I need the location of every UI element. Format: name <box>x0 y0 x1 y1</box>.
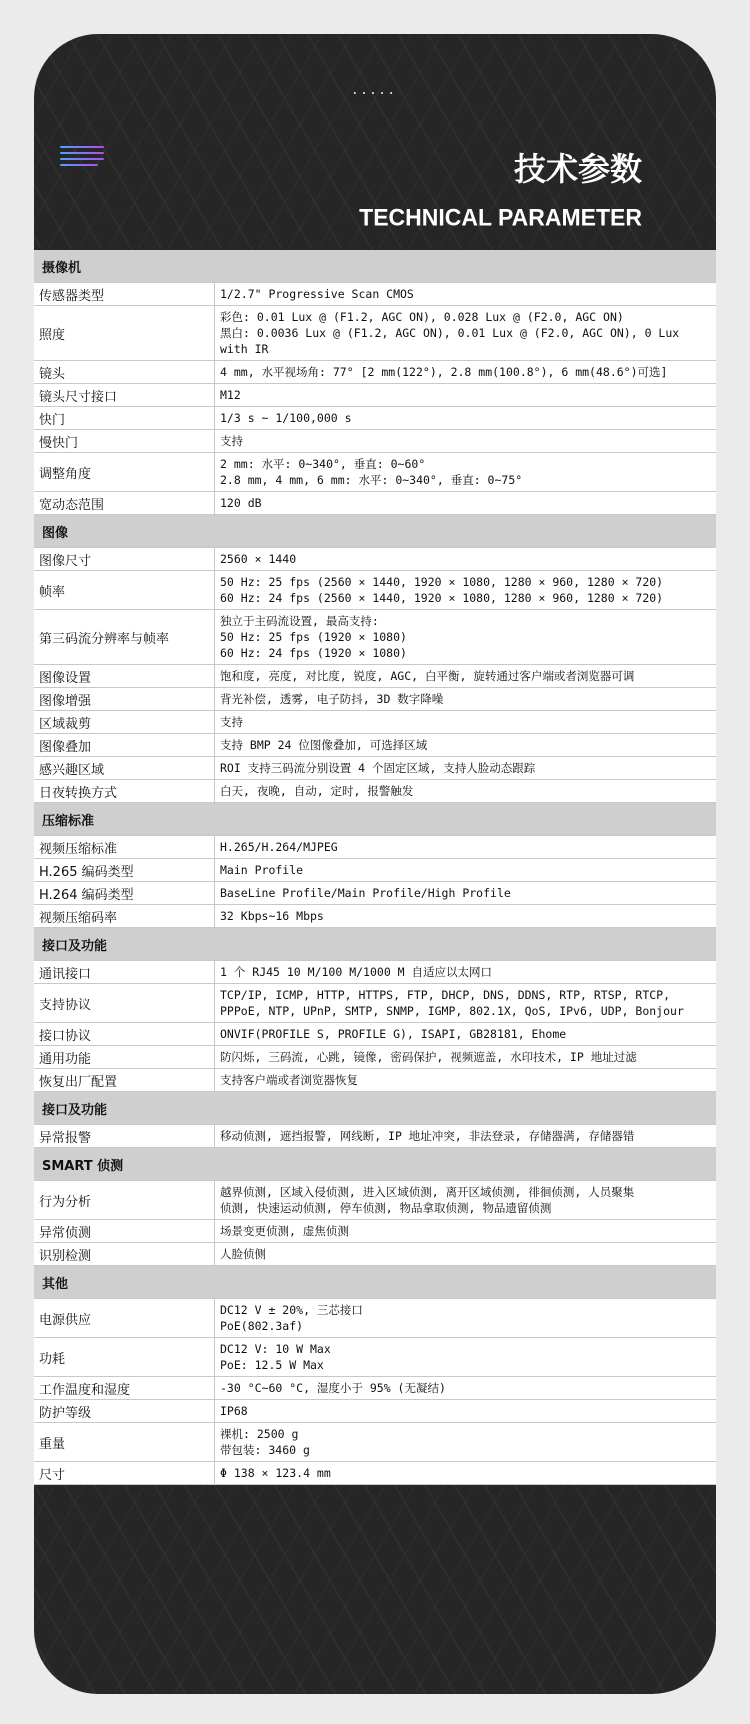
param-value <box>215 757 716 779</box>
param-name: 接口协议 <box>34 1023 215 1045</box>
param-name: 感兴趣区域 <box>34 757 215 779</box>
param-name: 图像尺寸 <box>34 548 215 570</box>
param-name: 视频压缩标准 <box>34 836 215 858</box>
table-row <box>34 905 716 928</box>
table-row <box>34 407 716 430</box>
table-row <box>34 1462 716 1485</box>
param-value <box>215 1181 716 1219</box>
param-name: H.265 编码类型 <box>34 859 215 881</box>
section-title: 接口及功能 <box>42 1102 108 1118</box>
param-value <box>215 859 716 881</box>
table-row <box>34 757 716 780</box>
param-value <box>215 283 716 305</box>
param-name: 通用功能 <box>34 1046 215 1068</box>
param-name: 恢复出厂配置 <box>34 1069 215 1091</box>
param-value <box>215 1046 716 1068</box>
param-value <box>215 1423 716 1461</box>
value-line: 50 Hz: 25 fps (1920 × 1080) <box>220 630 407 644</box>
param-value <box>215 384 716 406</box>
table-row <box>34 836 716 859</box>
param-value <box>215 961 716 983</box>
table-row <box>34 492 716 515</box>
param-name: 功耗 <box>34 1338 215 1376</box>
value-line: 彩色: 0.01 Lux @ (F1.2, AGC ON), 0.028 Lux @ (F2.0, AGC ON) <box>220 310 624 324</box>
table-row <box>34 1220 716 1243</box>
table-row <box>34 1023 716 1046</box>
param-value <box>215 610 716 664</box>
value-line: 4 mm, 水平视场角: 77° [2 mm(122°), 2.8 mm(100.8°), 6 mm(48.6°)可选] <box>220 365 668 379</box>
value-line: 独立于主码流设置, 最高支持: <box>220 614 379 628</box>
value-line: 人脸侦侧 <box>220 1247 266 1261</box>
section-title: 压缩标准 <box>42 813 95 829</box>
value-line: 50 Hz: 25 fps (2560 × 1440, 1920 × 1080, 1280 × 960, 1280 × 720) <box>220 575 664 589</box>
param-value <box>215 882 716 904</box>
param-value <box>215 1338 716 1376</box>
pager-dots: ..... <box>352 79 398 98</box>
value-line: PoE: 12.5 W Max <box>220 1358 324 1372</box>
param-name: 快门 <box>34 407 215 429</box>
param-name: 传感器类型 <box>34 283 215 305</box>
param-value <box>215 548 716 570</box>
param-value <box>215 1220 716 1242</box>
value-line: 120 dB <box>220 496 262 510</box>
value-line: TCP/IP, ICMP, HTTP, HTTPS, FTP, DHCP, DNS, DDNS, RTP, RTSP, RTCP, <box>220 988 671 1002</box>
table-row <box>34 306 716 361</box>
table-row <box>34 688 716 711</box>
value-line: 黑白: 0.0036 Lux @ (F1.2, AGC ON), 0.01 Lux @ (F2.0, AGC ON), 0 Lux with IR <box>220 326 680 356</box>
param-value <box>215 711 716 733</box>
value-line: 2.8 mm, 4 mm, 6 mm: 水平: 0~340°, 垂直: 0~75° <box>220 473 523 487</box>
param-value <box>215 361 716 383</box>
param-name: 工作温度和湿度 <box>34 1377 215 1399</box>
param-value <box>215 571 716 609</box>
table-row <box>34 734 716 757</box>
table-row <box>34 780 716 803</box>
param-name: 镜头尺寸接口 <box>34 384 215 406</box>
table-row <box>34 1181 716 1220</box>
section-title: 图像 <box>42 525 69 541</box>
section-header <box>34 1266 716 1299</box>
table-row <box>34 283 716 306</box>
param-value <box>215 1125 716 1147</box>
value-line: 2560 × 1440 <box>220 552 297 566</box>
table-row <box>34 610 716 665</box>
param-name: 照度 <box>34 306 215 360</box>
table-row <box>34 984 716 1023</box>
value-line: 场景变更侦测, 虚焦侦测 <box>220 1224 349 1238</box>
value-line: 移动侦测, 遮挡报警, 网线断, IP 地址冲突, 非法登录, 存储器满, 存储器错 <box>220 1129 635 1143</box>
param-name: 图像设置 <box>34 665 215 687</box>
param-value <box>215 836 716 858</box>
value-line: 支持 <box>220 434 243 448</box>
section-header <box>34 250 716 283</box>
param-value <box>215 780 716 802</box>
value-line: 带包装: 3460 g <box>220 1443 310 1457</box>
param-name: 视频压缩码率 <box>34 905 215 927</box>
value-line: DC12 V: 10 W Max <box>220 1342 331 1356</box>
value-line: PoE(802.3af) <box>220 1319 304 1333</box>
table-row <box>34 548 716 571</box>
value-line: 防闪烁, 三码流, 心跳, 镜像, 密码保护, 视频遮盖, 水印技术, IP 地址过滤 <box>220 1050 637 1064</box>
value-line: PPPoE, NTP, UPnP, SMTP, SNMP, IGMP, 802.1X, QoS, IPv6, UDP, Bonjour <box>220 1004 684 1018</box>
value-line: Φ 138 × 123.4 mm <box>220 1466 331 1480</box>
value-line: DC12 V ± 20%, 三芯接口 <box>220 1303 363 1317</box>
value-line: 越界侦测, 区域入侵侦测, 进入区域侦测, 离开区域侦测, 徘徊侦测, 人员聚集 <box>220 1185 635 1199</box>
page-subtitle: TECHNICAL PARAMETER <box>359 203 642 231</box>
table-row <box>34 1046 716 1069</box>
param-name: 通讯接口 <box>34 961 215 983</box>
param-name: 宽动态范围 <box>34 492 215 514</box>
value-line: 背光补偿, 透雾, 电子防抖, 3D 数字降噪 <box>220 692 444 706</box>
value-line: 裸机: 2500 g <box>220 1427 299 1441</box>
value-line: 饱和度, 亮度, 对比度, 锐度, AGC, 白平衡, 旋转通过客户端或者浏览器可调 <box>220 669 635 683</box>
section-title: 摄像机 <box>42 260 82 276</box>
value-line: 支持 <box>220 715 243 729</box>
param-name: 异常报警 <box>34 1125 215 1147</box>
section-header <box>34 1092 716 1125</box>
param-value <box>215 1069 716 1091</box>
param-name: 慢快门 <box>34 430 215 452</box>
param-name: 防护等级 <box>34 1400 215 1422</box>
section-title: 接口及功能 <box>42 938 108 954</box>
spec-table <box>34 250 716 1485</box>
param-name: 识别检测 <box>34 1243 215 1265</box>
value-line: 1/3 s ~ 1/100,000 s <box>220 411 352 425</box>
menu-icon[interactable] <box>60 146 110 174</box>
section-header <box>34 515 716 548</box>
param-name: 图像增强 <box>34 688 215 710</box>
value-line: -30 °C~60 °C, 湿度小于 95% (无凝结) <box>220 1381 446 1395</box>
param-name: H.264 编码类型 <box>34 882 215 904</box>
table-row <box>34 1338 716 1377</box>
param-value <box>215 905 716 927</box>
table-row <box>34 665 716 688</box>
param-name: 电源供应 <box>34 1299 215 1337</box>
param-name: 帧率 <box>34 571 215 609</box>
param-value <box>215 1023 716 1045</box>
param-name: 图像叠加 <box>34 734 215 756</box>
param-value <box>215 1377 716 1399</box>
value-line: 2 mm: 水平: 0~340°, 垂直: 0~60° <box>220 457 426 471</box>
table-row <box>34 1423 716 1462</box>
table-row <box>34 1243 716 1266</box>
table-row <box>34 361 716 384</box>
param-value <box>215 1299 716 1337</box>
table-row <box>34 1125 716 1148</box>
table-row <box>34 1377 716 1400</box>
value-line: 60 Hz: 24 fps (1920 × 1080) <box>220 646 407 660</box>
param-value <box>215 453 716 491</box>
table-row <box>34 571 716 610</box>
table-row <box>34 859 716 882</box>
value-line: 支持客户端或者浏览器恢复 <box>220 1073 358 1087</box>
param-name: 支持协议 <box>34 984 215 1022</box>
param-name: 区域裁剪 <box>34 711 215 733</box>
param-value <box>215 665 716 687</box>
table-row <box>34 961 716 984</box>
value-line: Main Profile <box>220 863 304 877</box>
value-line: 支持 BMP 24 位图像叠加, 可选择区域 <box>220 738 428 752</box>
spec-card <box>34 34 716 1694</box>
param-value <box>215 1243 716 1265</box>
value-line: IP68 <box>220 1404 248 1418</box>
value-line: 白天, 夜晚, 自动, 定时, 报警触发 <box>220 784 414 798</box>
value-line: BaseLine Profile/Main Profile/High Profile <box>220 886 511 900</box>
table-row <box>34 1400 716 1423</box>
value-line: 1/2.7" Progressive Scan CMOS <box>220 287 414 301</box>
param-value <box>215 734 716 756</box>
section-header <box>34 803 716 836</box>
value-line: 60 Hz: 24 fps (2560 × 1440, 1920 × 1080, 1280 × 960, 1280 × 720) <box>220 591 664 605</box>
page-title: 技术参数 <box>513 150 642 188</box>
value-line: 32 Kbps~16 Mbps <box>220 909 324 923</box>
param-value <box>215 430 716 452</box>
table-row <box>34 453 716 492</box>
section-title: 其他 <box>42 1276 69 1292</box>
value-line: ROI 支持三码流分别设置 4 个固定区域, 支持人脸动态跟踪 <box>220 761 536 775</box>
param-value <box>215 407 716 429</box>
param-name: 异常侦测 <box>34 1220 215 1242</box>
param-value <box>215 492 716 514</box>
param-name: 日夜转换方式 <box>34 780 215 802</box>
value-line: M12 <box>220 388 241 402</box>
value-line: ONVIF(PROFILE S, PROFILE G), ISAPI, GB28181, Ehome <box>220 1027 567 1041</box>
value-line: H.265/H.264/MJPEG <box>220 840 338 854</box>
param-value <box>215 984 716 1022</box>
table-row <box>34 1299 716 1338</box>
table-row <box>34 882 716 905</box>
param-value <box>215 688 716 710</box>
table-row <box>34 384 716 407</box>
table-row <box>34 1069 716 1092</box>
param-name: 尺寸 <box>34 1462 215 1484</box>
section-title: SMART 侦测 <box>42 1158 124 1174</box>
param-value <box>215 1400 716 1422</box>
value-line: 1 个 RJ45 10 M/100 M/1000 M 自适应以太网口 <box>220 965 493 979</box>
value-line: 侦测, 快速运动侦测, 停车侦测, 物品拿取侦测, 物品遗留侦测 <box>220 1201 552 1215</box>
param-value <box>215 1462 716 1484</box>
param-name: 镜头 <box>34 361 215 383</box>
param-name: 行为分析 <box>34 1181 215 1219</box>
param-name: 重量 <box>34 1423 215 1461</box>
param-value <box>215 306 716 360</box>
section-header <box>34 1148 716 1181</box>
table-row <box>34 711 716 734</box>
section-header <box>34 928 716 961</box>
param-name: 调整角度 <box>34 453 215 491</box>
param-name: 第三码流分辨率与帧率 <box>34 610 215 664</box>
table-row <box>34 430 716 453</box>
